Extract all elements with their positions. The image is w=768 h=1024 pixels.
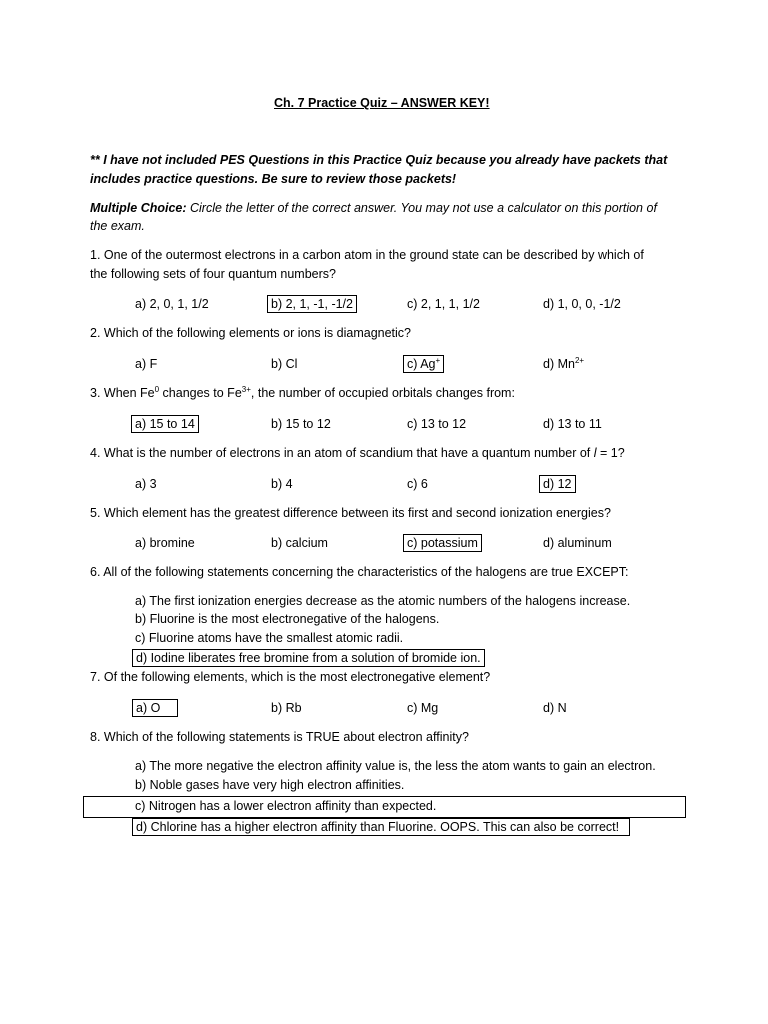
q3-option-d[interactable]: d) 13 to 11 [543,417,602,431]
q4-option-c[interactable]: c) 6 [407,477,428,491]
q8-option-a[interactable]: a) The more negative the electron affinity value is, the less the atom wants to gain an electron. [135,759,656,773]
note-line-2: includes practice questions. Be sure to review those packets! [90,172,457,186]
q3-option-c[interactable]: c) 13 to 12 [407,417,467,431]
question-4 [90,445,625,461]
q8-option-d-correct[interactable]: d) Chlorine has a higher electron affinity than Fluorine. OOPS. This can also be correct! [132,818,630,836]
instructions-text: Circle the letter of the correct answer. You may not use a calculator on this portion of [186,201,657,215]
q3-text-2: changes to Fe [159,386,242,400]
q2-option-d-text: d) Mn [543,357,575,371]
q2-option-b[interactable]: b) Cl [271,357,298,371]
q4-option-a[interactable]: a) 3 [135,477,157,491]
question-6: 6. All of the following statements concerning the characteristics of the halogens are true EXCEPT: [90,565,629,579]
question-3 [90,385,515,401]
q5-option-d[interactable]: d) aluminum [543,536,612,550]
q3-sup-2: 3+ [241,385,251,394]
question-7: 7. Of the following elements, which is the most electronegative element? [90,670,491,684]
multiple-choice-label: Multiple Choice: [90,201,187,215]
q5-option-c-correct[interactable]: c) potassium [403,534,482,552]
q1-option-b-correct[interactable]: b) 2, 1, -1, -1/2 [267,295,357,313]
q1-option-d[interactable]: d) 1, 0, 0, -1/2 [543,297,621,311]
q3-option-a-correct[interactable]: a) 15 to 14 [131,415,199,433]
q5-option-b[interactable]: b) calcium [271,536,328,550]
q2-option-c-text: c) Ag [407,357,436,371]
q8-option-c-correct[interactable]: c) Nitrogen has a lower electron affinity than expected. [135,799,437,813]
question-8: 8. Which of the following statements is TRUE about electron affinity? [90,730,469,744]
q2-option-d-charge: 2+ [574,356,585,365]
q7-option-a-correct[interactable]: a) O [132,699,178,717]
q4-option-b[interactable]: b) 4 [271,477,293,491]
q4-text-2: = 1? [596,446,625,460]
note-line-1: ** I have not included PES Questions in this Practice Quiz because you already have packets that [90,153,668,167]
question-1-line-2: the following sets of four quantum numbers? [90,267,336,281]
q5-option-a[interactable]: a) bromine [135,536,195,550]
q3-option-b[interactable]: b) 15 to 12 [271,417,331,431]
question-5: 5. Which element has the greatest difference between its first and second ionization energies? [90,506,611,520]
q1-option-a[interactable]: a) 2, 0, 1, 1/2 [135,297,209,311]
q1-option-c[interactable]: c) 2, 1, 1, 1/2 [407,297,480,311]
q8-option-b[interactable]: b) Noble gases have very high electron affinities. [135,778,405,792]
q2-option-c-correct[interactable] [403,355,444,373]
page-title: Ch. 7 Practice Quiz – ANSWER KEY! [274,96,490,110]
q6-option-c[interactable]: c) Fluorine atoms have the smallest atomic radii. [135,631,404,645]
q4-quantum-symbol: l [593,446,597,460]
q2-option-a[interactable]: a) F [135,357,158,371]
q7-option-b[interactable]: b) Rb [271,701,302,715]
q6-option-a[interactable]: a) The first ionization energies decrease as the atomic numbers of the halogens increase. [135,594,631,608]
q4-text-1: 4. What is the number of electrons in an atom of scandium that have a quantum number of [90,446,594,460]
q3-sup-1: 0 [154,385,160,394]
question-2: 2. Which of the following elements or ions is diamagnetic? [90,326,411,340]
instructions-line-1 [90,200,657,216]
q6-option-b[interactable]: b) Fluorine is the most electronegative of the halogens. [135,612,440,626]
q7-option-d[interactable]: d) N [543,701,567,715]
q3-text-1: 3. When Fe [90,386,155,400]
question-1-line-1: 1. One of the outermost electrons in a carbon atom in the ground state can be described by which of [90,248,644,262]
q6-option-d-correct[interactable]: d) Iodine liberates free bromine from a solution of bromide ion. [132,649,485,667]
instructions-line-2: the exam. [90,219,145,233]
q4-option-d-correct[interactable]: d) 12 [539,475,576,493]
q3-text-3: , the number of occupied orbitals changes from: [250,386,515,400]
q7-option-c[interactable]: c) Mg [407,701,439,715]
q2-option-d[interactable] [543,356,584,372]
q2-option-c-charge: + [435,356,441,365]
